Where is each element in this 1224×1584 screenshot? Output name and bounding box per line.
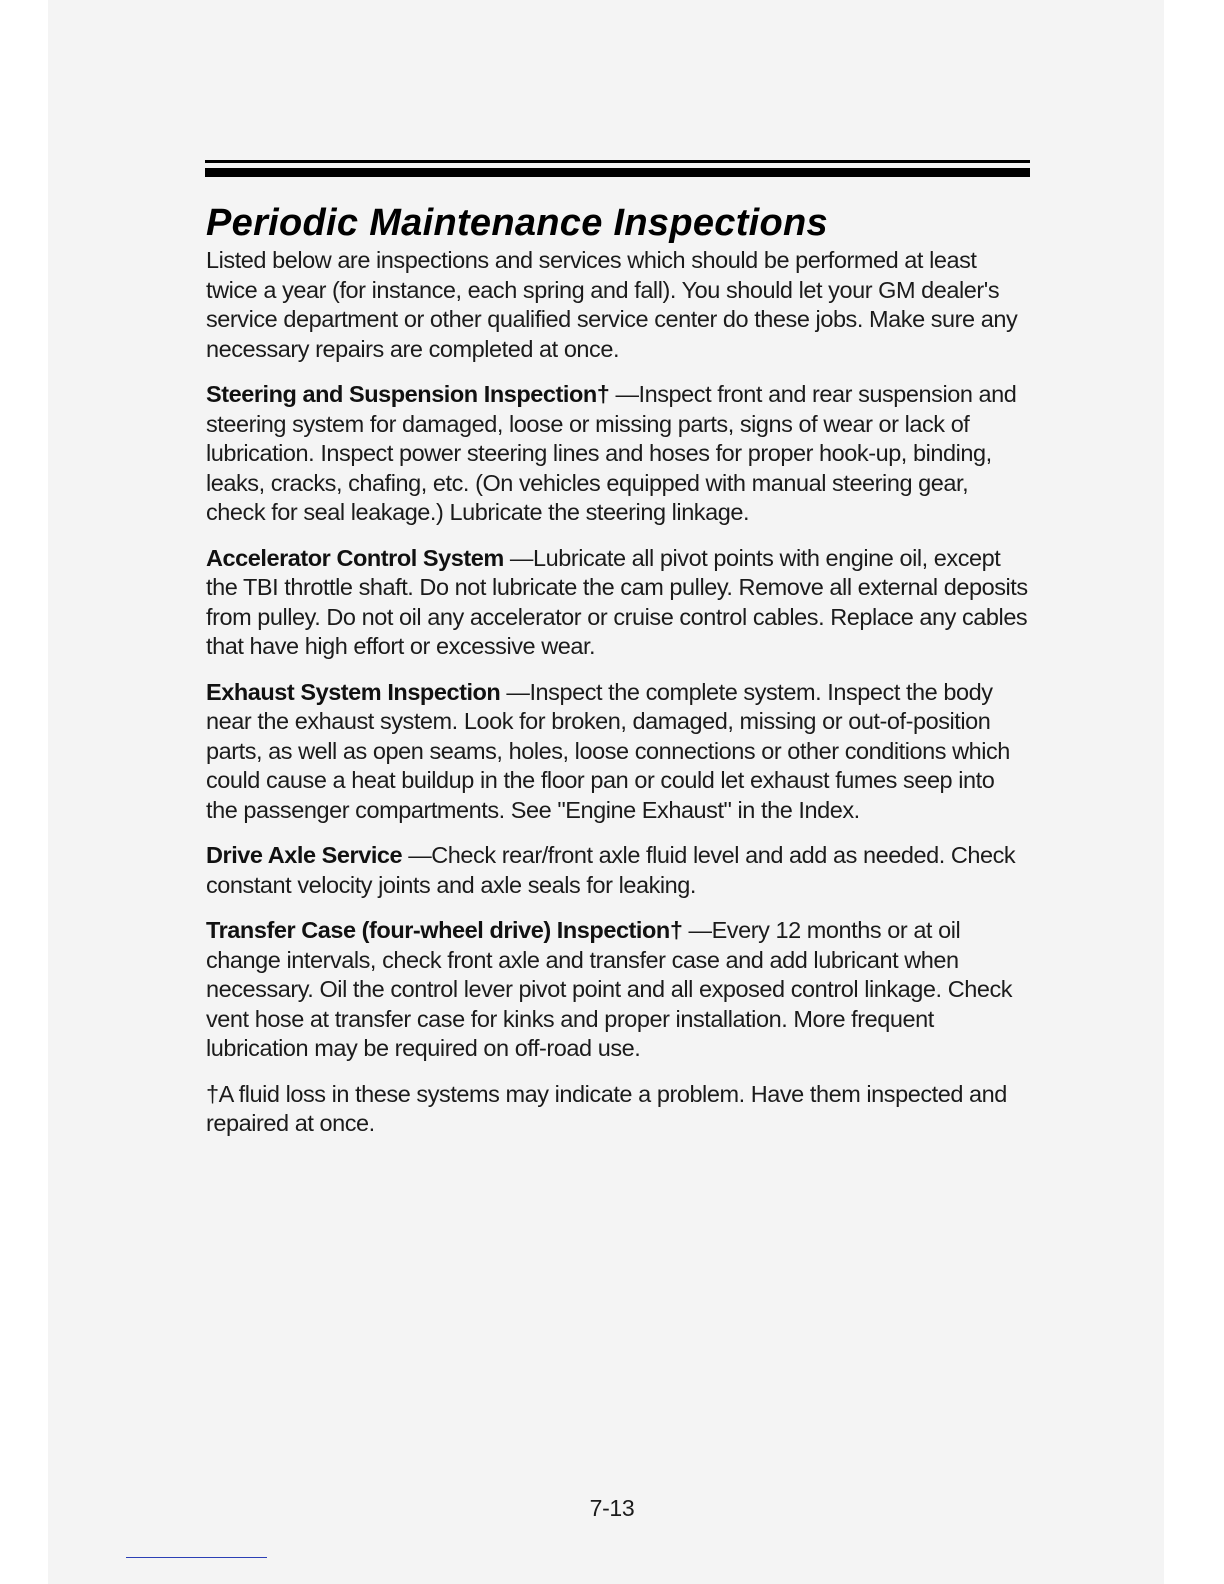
exhaust-system-section <box>206 678 1028 826</box>
section-text: —Lubricate all pivot points with engine oil, except the TBI throttle shaft. Do not lubricate the cam pulley. Remove all external deposits from pulley. Do not oil any accelerator or cruise control cables. Replace any cables that have high effort or excessive wear. <box>206 544 1028 659</box>
section-text: —Every 12 months or at oil change intervals, check front axle and transfer case and add lubricant when necessary. Oil the control lever pivot point and all exposed control linkage. Check vent hose at transfer case for kinks and proper installation. More frequent lubrication may be required on off-road use. <box>206 917 1013 1061</box>
section-text: —Inspect front and rear suspension and steering system for damaged, loose or missing parts, signs of wear or lack of lubrication. Inspect power steering lines and hoses for proper hook-up, binding, leaks, cracks, chafing, etc. (On vehicles equipped with manual steering gear, check for seal leakage.) Lubricate the steering linkage. <box>206 381 1017 525</box>
section-text: —Inspect the complete system. Inspect the body near the exhaust system. Look for broken, damaged, missing or out-of-position parts, as well as open seams, holes, loose connections or other conditions which could cause a heat buildup in the floor pan or could let exhaust fumes seep into the passenger compartments. See "Engine Exhaust" in the Index. <box>206 678 1010 823</box>
accelerator-control-section <box>206 544 1028 662</box>
section-heading: Steering and Suspension Inspection† <box>206 381 610 407</box>
page-number: 7-13 <box>589 1495 635 1521</box>
section-heading: Accelerator Control System <box>206 544 504 571</box>
transfer-case-section <box>206 916 1028 1064</box>
section-heading: Drive Axle Service <box>206 842 403 868</box>
header-rule-thin <box>205 160 1030 163</box>
page-title: Periodic Maintenance Inspections <box>206 202 828 244</box>
section-text: —Check rear/front axle fluid level and add as needed. Check constant velocity joints and axle seals for leaking. <box>206 842 1016 898</box>
drive-axle-section <box>206 841 1028 900</box>
section-heading: Exhaust System Inspection <box>206 678 501 705</box>
intro-paragraph: Listed below are inspections and services which should be performed at least twice a year (for instance, each spring and fall). You should let your GM dealer's service department or other qualified service center do these jobs. Make sure any necessary repairs are completed at once. <box>206 247 1018 362</box>
section-heading: Transfer Case (four-wheel drive) Inspection† <box>206 917 683 943</box>
header-rule-thick <box>205 168 1030 177</box>
body-text <box>206 246 1028 1155</box>
steering-suspension-section <box>206 380 1028 528</box>
bottom-link-underline[interactable] <box>126 1557 267 1558</box>
footnote: †A fluid loss in these systems may indicate a problem. Have them inspected and repaired at once. <box>206 1080 1007 1136</box>
